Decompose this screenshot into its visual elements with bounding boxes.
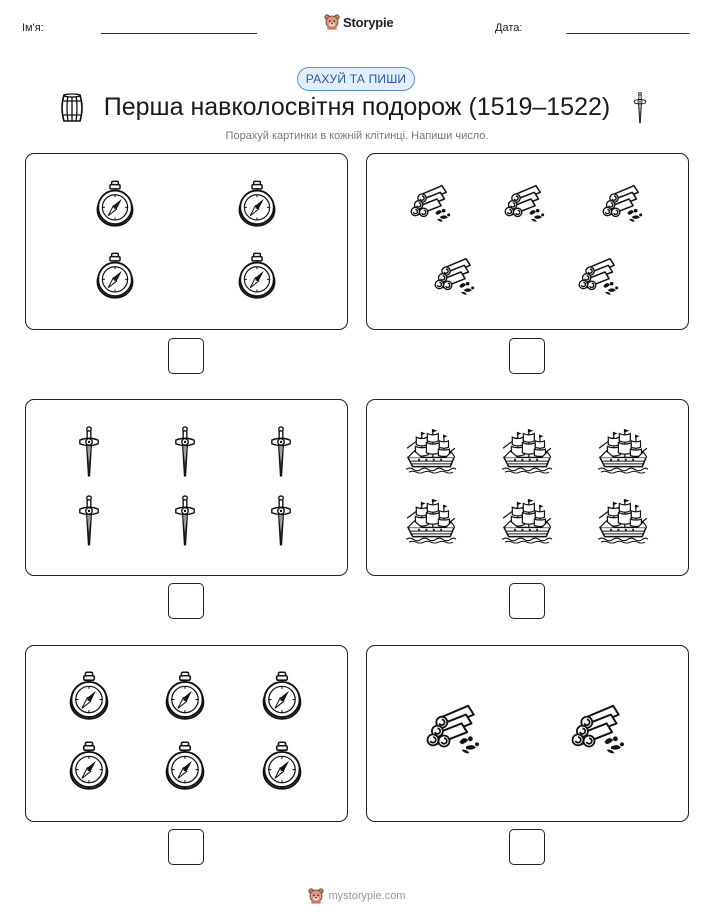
dagger-icon — [78, 426, 100, 478]
date-label: Дата: — [495, 22, 523, 34]
answer-box-4[interactable] — [509, 583, 545, 619]
dagger-icon — [270, 426, 292, 478]
count-card-2 — [366, 153, 689, 330]
activity-badge: РАХУЙ ТА ПИШИ — [297, 67, 415, 91]
page-title: Перша навколосвітня подорож (1519–1522) — [103, 93, 611, 121]
galleon-ship-icon — [405, 498, 457, 544]
compass-icon — [236, 252, 278, 300]
compass-icon — [67, 741, 111, 791]
footer-url[interactable]: mystorypie.com — [328, 890, 406, 902]
storypie-logo — [324, 14, 393, 30]
bear-icon — [324, 14, 340, 30]
compass-icon — [94, 252, 136, 300]
spice-bundle-icon — [567, 702, 633, 758]
date-line[interactable] — [566, 33, 690, 34]
spice-bundle-icon — [575, 256, 625, 298]
answer-box-3[interactable] — [168, 583, 204, 619]
count-card-4 — [366, 399, 689, 576]
dagger-icon — [633, 92, 647, 124]
galleon-ship-icon — [501, 428, 553, 474]
answer-box-5[interactable] — [168, 829, 204, 865]
spice-bundle-icon — [422, 702, 488, 758]
dagger-icon — [174, 495, 196, 547]
count-card-5 — [25, 645, 348, 822]
count-card-3 — [25, 399, 348, 576]
count-card-1 — [25, 153, 348, 330]
brand-name: Storypie — [343, 14, 394, 30]
compass-icon — [163, 741, 207, 791]
compass-icon — [163, 671, 207, 721]
compass-icon — [260, 671, 304, 721]
footer — [0, 888, 714, 904]
dagger-icon — [270, 495, 292, 547]
spice-bundle-icon — [599, 183, 649, 225]
answer-box-2[interactable] — [509, 338, 545, 374]
answer-box-6[interactable] — [509, 829, 545, 865]
galleon-ship-icon — [501, 498, 553, 544]
compass-icon — [260, 741, 304, 791]
compass-icon — [236, 180, 278, 228]
compass-icon — [67, 671, 111, 721]
spice-bundle-icon — [407, 183, 457, 225]
dagger-icon — [78, 495, 100, 547]
instruction-text: Порахуй картинки в кожній клітинці. Напиши число. — [225, 130, 489, 142]
bear-icon — [308, 888, 324, 904]
name-label: Ім'я: — [22, 22, 44, 34]
galleon-ship-icon — [597, 428, 649, 474]
name-line[interactable] — [101, 33, 257, 34]
spice-bundle-icon — [431, 256, 481, 298]
galleon-ship-icon — [405, 428, 457, 474]
dagger-icon — [174, 426, 196, 478]
answer-box-1[interactable] — [168, 338, 204, 374]
galleon-ship-icon — [597, 498, 649, 544]
spice-bundle-icon — [501, 183, 551, 225]
count-card-6 — [366, 645, 689, 822]
compass-icon — [94, 180, 136, 228]
